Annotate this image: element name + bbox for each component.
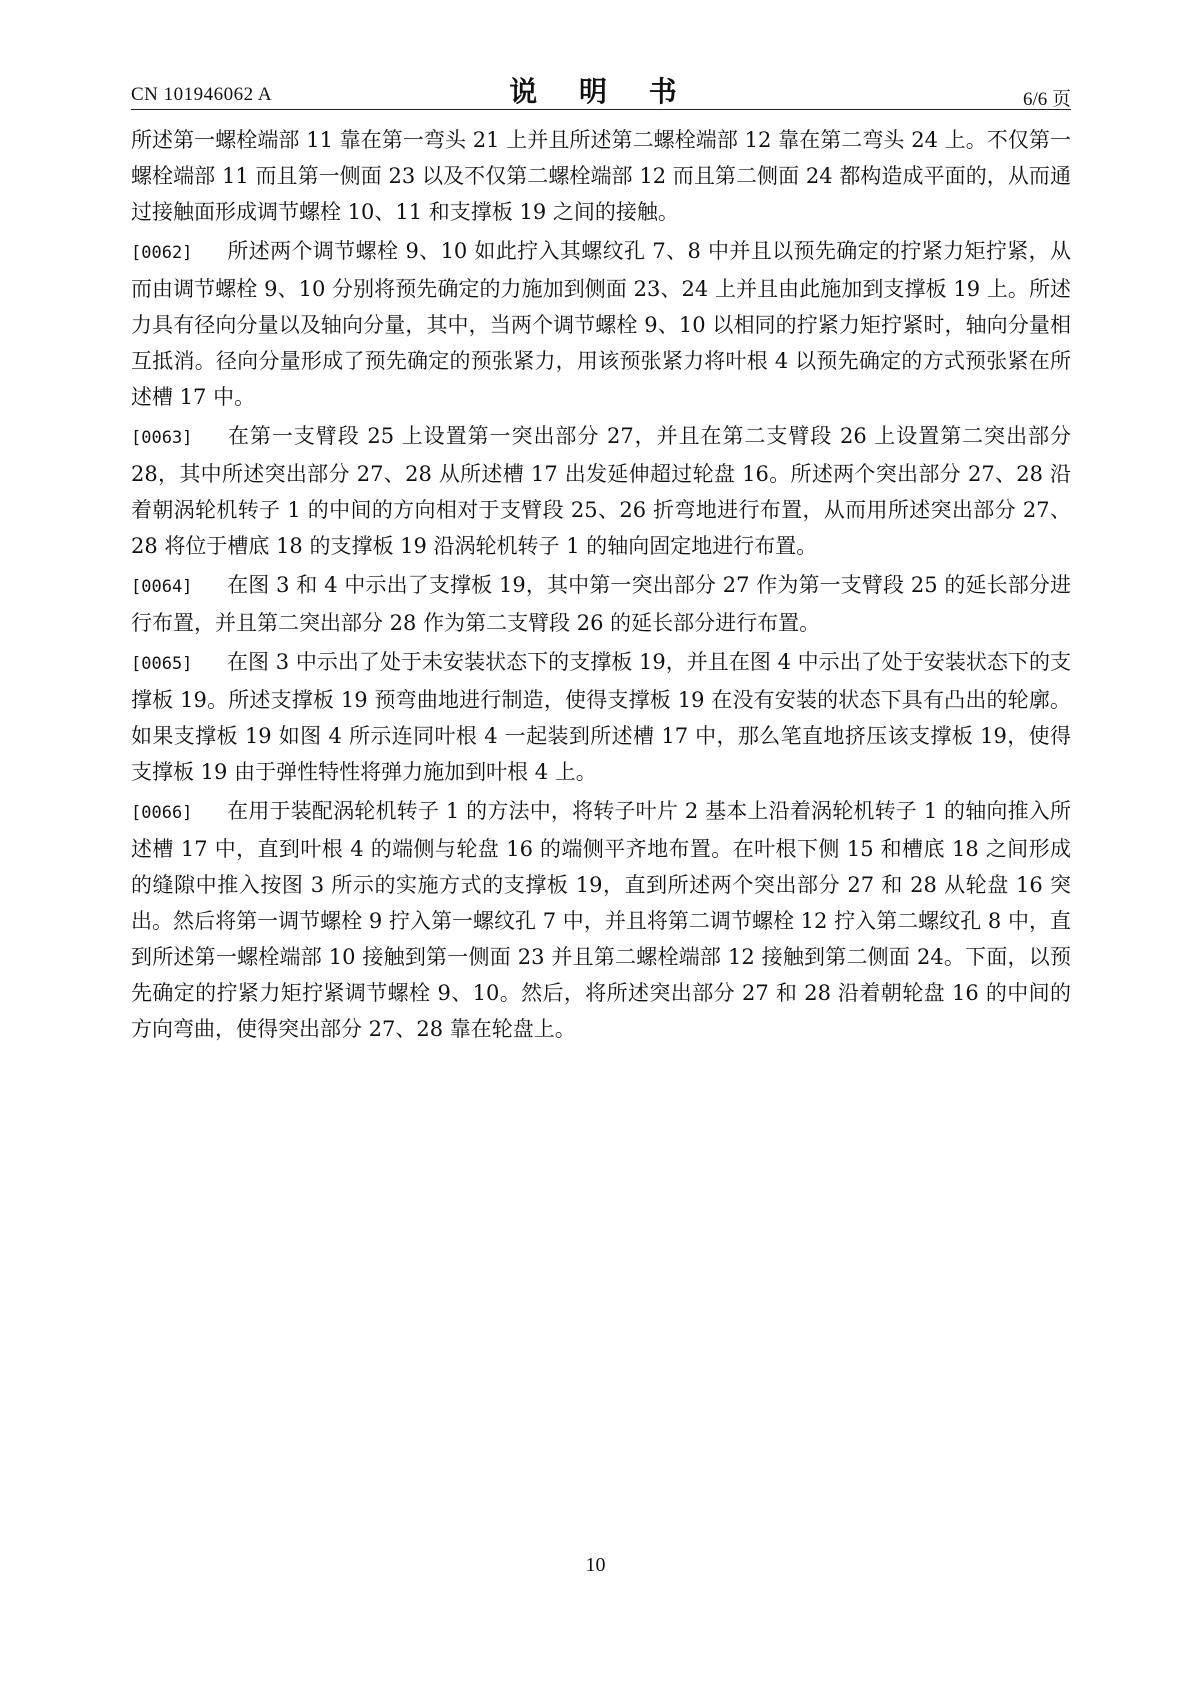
paragraph-text: 在图 3 中示出了处于未安装状态下的支撑板 19，并且在图 4 中示出了处于安装状态下的支撑板 19。所述支撑板 19 预弯曲地进行制造，使得支撑板 19 在没有安装的状态下具有凸出的轮廓。如果支撑板 19 如图 4 所示连同叶根 4 一起装到所述槽 17 中，那么笔直地挤压该支撑板 19，使得支撑板 19 由于弹性特性将弹力施加到叶根 4 上。: [131, 650, 1071, 784]
paragraph-number: [0064]: [131, 577, 193, 597]
paragraph-number: [0062]: [131, 243, 193, 263]
paragraph-0064: [131, 567, 1071, 641]
paragraph-text: 所述两个调节螺栓 9、10 如此拧入其螺纹孔 7、8 中并且以预先确定的拧紧力矩拧紧，从而由调节螺栓 9、10 分别将预先确定的力施加到侧面 23、24 上并且由此施加到支撑板 19 上。所述力具有径向分量以及轴向分量，其中，当两个调节螺栓 9、10 以相同的拧紧力矩拧紧时，轴向分量相互抵消。径向分量形成了预先确定的预张紧力，用该预张紧力将叶根 4 以预先确定的方式预张紧在所述槽 17 中。: [131, 239, 1071, 409]
header-rule: [131, 109, 1071, 110]
page-number: 10: [585, 1554, 606, 1576]
paragraph-text: 在第一支臂段 25 上设置第一突出部分 27，并且在第二支臂段 26 上设置第二突出部分 28，其中所述突出部分 27、28 从所述槽 17 出发延伸超过轮盘 16。所述两个突出部分 27、28 沿着朝涡轮机转子 1 的中间的方向相对于支臂段 25、26 折弯地进行布置，从而用所述突出部分 27、28 将位于槽底 18 的支撑板 19 沿涡轮机转子 1 的轴向固定地进行布置。: [131, 424, 1071, 558]
paragraph-text: 在用于装配涡轮机转子 1 的方法中，将转子叶片 2 基本上沿着涡轮机转子 1 的轴向推入所述槽 17 中，直到叶根 4 的端侧与轮盘 16 的端侧平齐地布置。在叶根下侧 15 和槽底 18 之间形成的缝隙中推入按图 3 所示的实施方式的支撑板 19，直到所述两个突出部分 27 和 28 从轮盘 16 突出。然后将第一调节螺栓 9 拧入第一螺纹孔 7 中，并且将第二调节螺栓 12 拧入第二螺纹孔 8 中，直到所述第一螺栓端部 10 接触到第一侧面 23 并且第二螺栓端部 12 接触到第二侧面 24。下面，以预先确定的拧紧力矩拧紧调节螺栓 9、10。然后，将所述突出部分 27 和 28 沿着朝轮盘 16 的中间的方向弯曲，使得突出部分 27、28 靠在轮盘上。: [131, 799, 1071, 1041]
document-number: CN 101946062 A: [131, 84, 273, 105]
paragraph-0062: [131, 233, 1071, 415]
paragraph-number: [0063]: [131, 428, 193, 448]
description-body: [131, 122, 1071, 1050]
document-title: 说 明 书: [509, 75, 693, 108]
paragraph-text: 在图 3 和 4 中示出了支撑板 19，其中第一突出部分 27 作为第一支臂段 25 的延长部分进行布置，并且第二突出部分 28 作为第二支臂段 26 的延长部分进行布置。: [131, 573, 1071, 635]
paragraph-number: [0065]: [131, 654, 193, 674]
paragraph-number: [0066]: [131, 803, 193, 823]
paragraph-continued: [131, 122, 1071, 230]
paragraph-text: 所述第一螺栓端部 11 靠在第一弯头 21 上并且所述第二螺栓端部 12 靠在第二弯头 24 上。不仅第一螺栓端部 11 而且第一侧面 23 以及不仅第二螺栓端部 12 而且第二侧面 24 都构造成平面的，从而通过接触面形成调节螺栓 10、11 和支撑板 19 之间的接触。: [131, 128, 1071, 224]
page-indicator: 6/6 页: [1022, 89, 1071, 110]
paragraph-0065: [131, 644, 1071, 790]
page-header: [131, 66, 1071, 108]
paragraph-0066: [131, 793, 1071, 1047]
paragraph-0063: [131, 418, 1071, 564]
